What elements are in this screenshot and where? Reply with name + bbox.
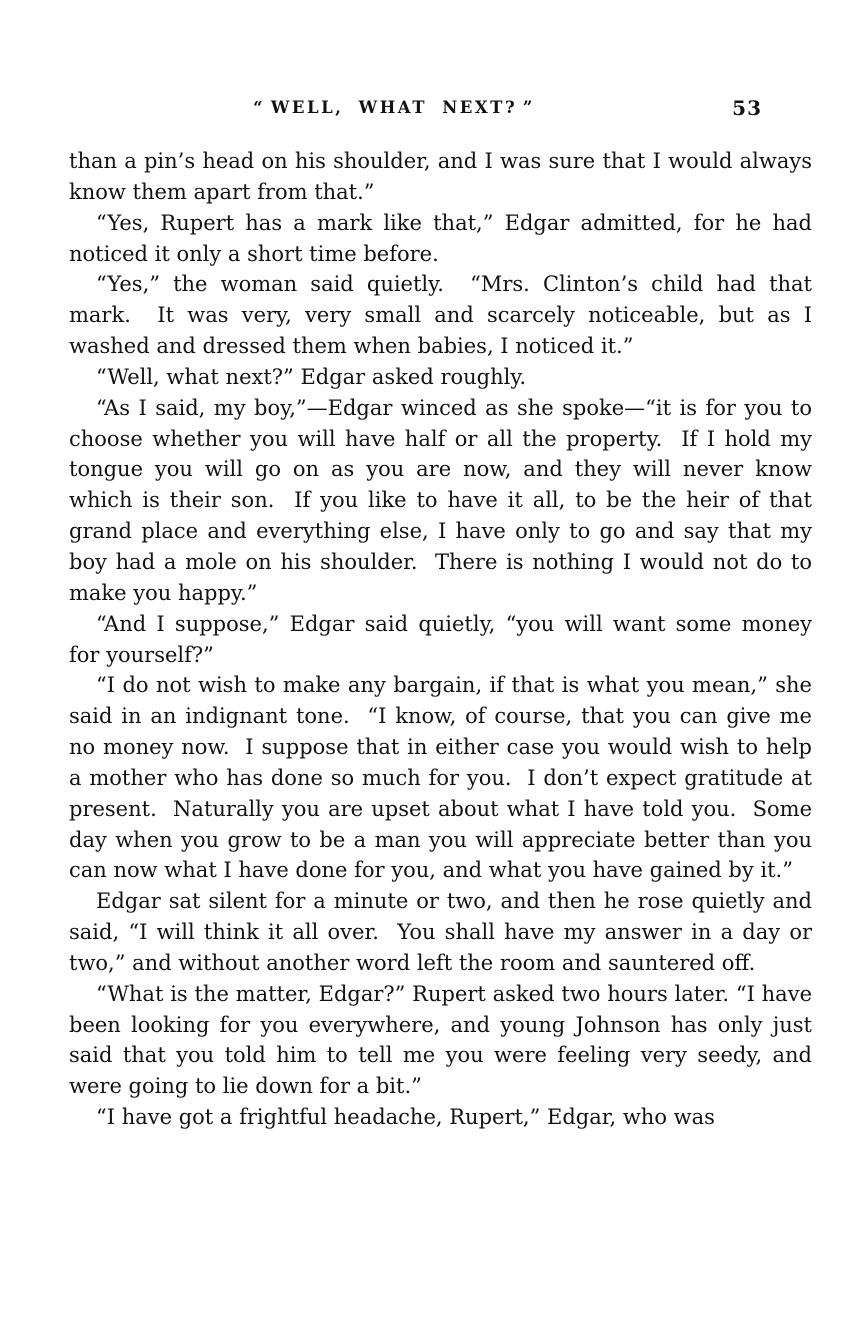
paragraph: “What is the matter, Edgar?” Rupert asked two hours later. “I have been looking for you everywhere, and young Johnson has only just said that you told him to tell me you were feeling very seedy, and were going to lie down for a bit.” [69, 981, 819, 1099]
paragraph: “And I suppose,” Edgar said quietly, “you will want some money for yourself?” [69, 611, 819, 667]
running-header [69, 98, 812, 126]
paragraph: “Yes, Rupert has a mark like that,” Edgar admitted, for he had noticed it only a short time before. [69, 210, 819, 266]
paragraph: “Well, what next?” Edgar asked roughly. [96, 364, 527, 389]
paragraph: “Yes,” the woman said quietly. “Mrs. Clinton’s child had that mark. It was very, very small and scarcely noticeable, but as I washed and dressed them when babies, I noticed it.” [69, 272, 819, 359]
paragraph: “I do not wish to make any bargain, if that is what you mean,” she said in an indignant tone. “I know, of course, that you can give me no money now. I suppose that in either case you would wish to help a mother who has done so much for you. I don’t expect gratitude at present. Naturally you are upset about what I have told you. Some day when you grow to be a man you will appreciate better than you can now what I have done for you, and what you have gained by it.” [69, 673, 819, 883]
paragraph: Edgar sat silent for a minute or two, and then he rose quietly and said, “I will think it all over. You shall have my answer in a day or two,” and without another word left the room and sauntered off. [69, 889, 819, 975]
paragraph: than a pin’s head on his shoulder, and I was sure that I would always know them apart from that.” [69, 149, 819, 204]
paragraph: “I have got a frightful headache, Rupert,” Edgar, who was [96, 1105, 715, 1130]
running-header-title: “ WELL, WHAT NEXT? ” [253, 98, 535, 117]
body-text [69, 146, 819, 1133]
page-number: 53 [732, 96, 762, 120]
paragraph: “As I said, my boy,”—Edgar winced as she spoke—“it is for you to choose whether you will have half or all the property. If I hold my tongue you will go on as you are now, and they will never know which is their son. If you like to have it all, to be the heir of that grand place and everything else, I have only to go and say that my boy had a mole on his shoulder. There is nothing I would not do to make you happy.” [69, 395, 819, 605]
